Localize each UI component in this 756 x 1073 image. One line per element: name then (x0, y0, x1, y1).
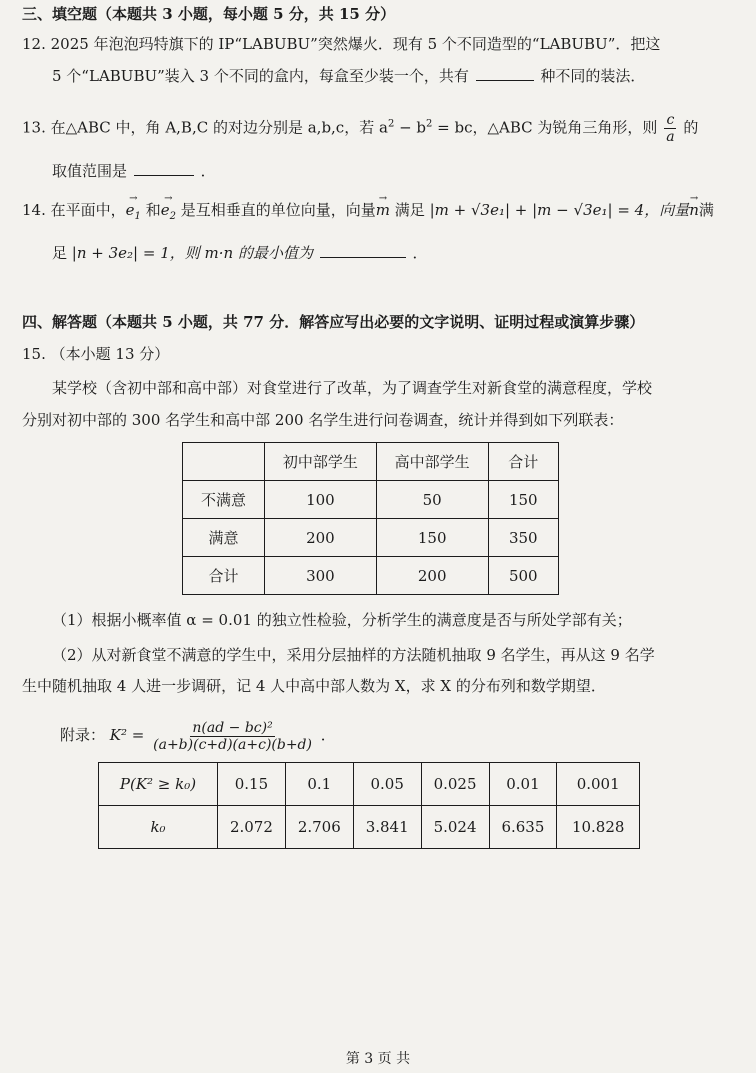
table-cell: 100 (265, 481, 377, 519)
q14-line2 (52, 243, 428, 263)
q13-line1: 13. 在△ABC 中，角 A,B,C 的对边分别是 a,b,c，若 $a^2 - b^2$ = bc，△ABC 为锐角三角形，则 $\frac{c}{a}$ 的 (22, 112, 699, 145)
table-cell: 0.001 (557, 763, 640, 806)
q15-paragraph-2: 分别对初中部的 300 名学生和高中部 200 名学生进行问卷调查，统计并得到如下列联表： (22, 411, 624, 429)
formula-denominator: (a+b)(c+d)(a+c)(b+d) (153, 736, 312, 753)
vector-n: → n (689, 200, 699, 220)
vector-m: → m (376, 200, 390, 220)
q14-line2-end: ． (412, 244, 428, 262)
table-cell: 3.841 (353, 806, 421, 849)
table-cell: 10.828 (557, 806, 640, 849)
q15-paragraph-1: 某学校（含初中部和高中部）对食堂进行了改革，为了调查学生对新食堂的满意程度，学校 (52, 379, 653, 397)
table-cell: 满意 (183, 519, 265, 557)
table-row (99, 763, 640, 806)
q13-text-4: 的 (683, 118, 699, 137)
table-header-row (183, 443, 559, 481)
table-header-cell: 高中部学生 (376, 443, 488, 481)
table-row (99, 806, 640, 849)
table-cell: 200 (376, 557, 488, 595)
table-cell: 150 (376, 519, 488, 557)
q15-number: 15. (22, 345, 46, 363)
table-row (183, 519, 559, 557)
q14-text-5: 满 (698, 201, 714, 219)
table-cell: 6.635 (489, 806, 557, 849)
table-header-cell (183, 443, 265, 481)
q15-score: （本小题 13 分） (50, 345, 170, 363)
formula-lhs: K² = (109, 726, 145, 744)
q14-equation-1: |m + √3e₁| + |m − √3e₁| = 4，向量 (429, 201, 690, 219)
q13-frac-bottom: a (666, 129, 675, 145)
table-cell: 5.024 (421, 806, 489, 849)
q13-text-3: = bc，△ABC 为锐角三角形，则 (432, 118, 658, 137)
table-cell: 300 (265, 557, 377, 595)
q13-text-1: 在△ABC 中，角 A,B,C 的对边分别是 a,b,c，若 a (50, 118, 388, 137)
q13-line2-end: ． (200, 162, 216, 180)
page-footer: 第 3 页 共 (345, 1051, 411, 1067)
vector-e1: → $e_1$ (126, 200, 141, 227)
table-cell: 0.01 (489, 763, 557, 806)
table-cell: 200 (265, 519, 377, 557)
q13-line2 (52, 161, 216, 181)
table-row-label: k₀ (99, 806, 218, 849)
contingency-table (182, 442, 559, 595)
q12-answer-blank[interactable] (476, 66, 534, 81)
formula-end: ． (320, 726, 336, 744)
section4-heading: 四、解答题（本题共 5 小题，共 77 分．解答应写出必要的文字说明、证明过程或演算步骤） (22, 313, 645, 331)
q12-number: 12. (22, 35, 46, 53)
q13-text-line2: 取值范围是 (52, 162, 128, 180)
q13-number: 13. (22, 118, 46, 137)
table-cell: 350 (488, 519, 558, 557)
q14-text-2: 和 (145, 201, 161, 219)
q15-header (22, 344, 169, 364)
q13-answer-blank[interactable] (134, 161, 194, 176)
table-cell: 0.15 (218, 763, 286, 806)
q13-fraction (664, 112, 676, 145)
q15-subquestion-2b: 生中随机抽取 4 人进一步调研，记 4 人中高中部人数为 X，求 X 的分布列和数学期望． (22, 677, 606, 695)
q14-answer-blank[interactable] (320, 243, 406, 258)
q14-line1 (22, 200, 714, 227)
table-cell: 2.072 (218, 806, 286, 849)
appendix-label: 附录： (60, 726, 106, 744)
section3-heading: 三、填空题（本题共 3 小题，每小题 5 分，共 15 分） (22, 5, 396, 23)
table-cell: 50 (376, 481, 488, 519)
q14-number: 14. (22, 201, 46, 219)
q14-equation-2: |n + 3e₂| = 1，则 m·n 的最小值为 (71, 244, 313, 262)
table-cell: 0.1 (285, 763, 353, 806)
q12-text-2b: 种不同的装法． (540, 67, 646, 85)
table-cell: 不满意 (183, 481, 265, 519)
table-cell: 2.706 (285, 806, 353, 849)
table-cell: 0.05 (353, 763, 421, 806)
q13-frac-top: c (666, 112, 675, 128)
q12-text-2a: 5 个“LABUBU”装入 3 个不同的盒内，每盒至少装一个，共有 (52, 67, 469, 85)
q15-subquestion-2a: （2）从对新食堂不满意的学生中，采用分层抽样的方法随机抽取 9 名学生，再从这 9 名学 (52, 646, 655, 664)
table-cell: 合计 (183, 557, 265, 595)
q12-line1 (22, 34, 660, 54)
table-cell: 500 (488, 557, 558, 595)
q12-line2 (52, 66, 645, 86)
critical-value-table (98, 762, 640, 849)
formula-numerator: n(ad − bc)² (192, 719, 273, 736)
q12-text-1: 2025 年泡泡玛特旗下的 IP“LABUBU”突然爆火．现有 5 个不同造型的“LABUBU”．把这 (50, 35, 661, 53)
q15-subquestion-1: （1）根据小概率值 α = 0.01 的独立性检验，分析学生的满意度是否与所处学部有关； (52, 611, 632, 629)
appendix-formula (60, 718, 336, 753)
table-cell: 150 (488, 481, 558, 519)
q14-text-1: 在平面中， (50, 201, 126, 219)
q14-text-3: 是互相垂直的单位向量，向量 (180, 201, 376, 219)
q13-text-2: − b (394, 118, 427, 137)
table-row (183, 481, 559, 519)
q14-text-4: 满足 (394, 201, 425, 219)
formula-fraction (151, 720, 314, 753)
vector-e2: → $e_2$ (161, 200, 176, 227)
table-header-cell: 初中部学生 (265, 443, 377, 481)
table-cell: 0.025 (421, 763, 489, 806)
table-row-label: P(K² ≥ k₀) (99, 763, 218, 806)
q14-text-line2a: 足 (52, 244, 68, 262)
table-header-cell: 合计 (488, 443, 558, 481)
table-row (183, 557, 559, 595)
